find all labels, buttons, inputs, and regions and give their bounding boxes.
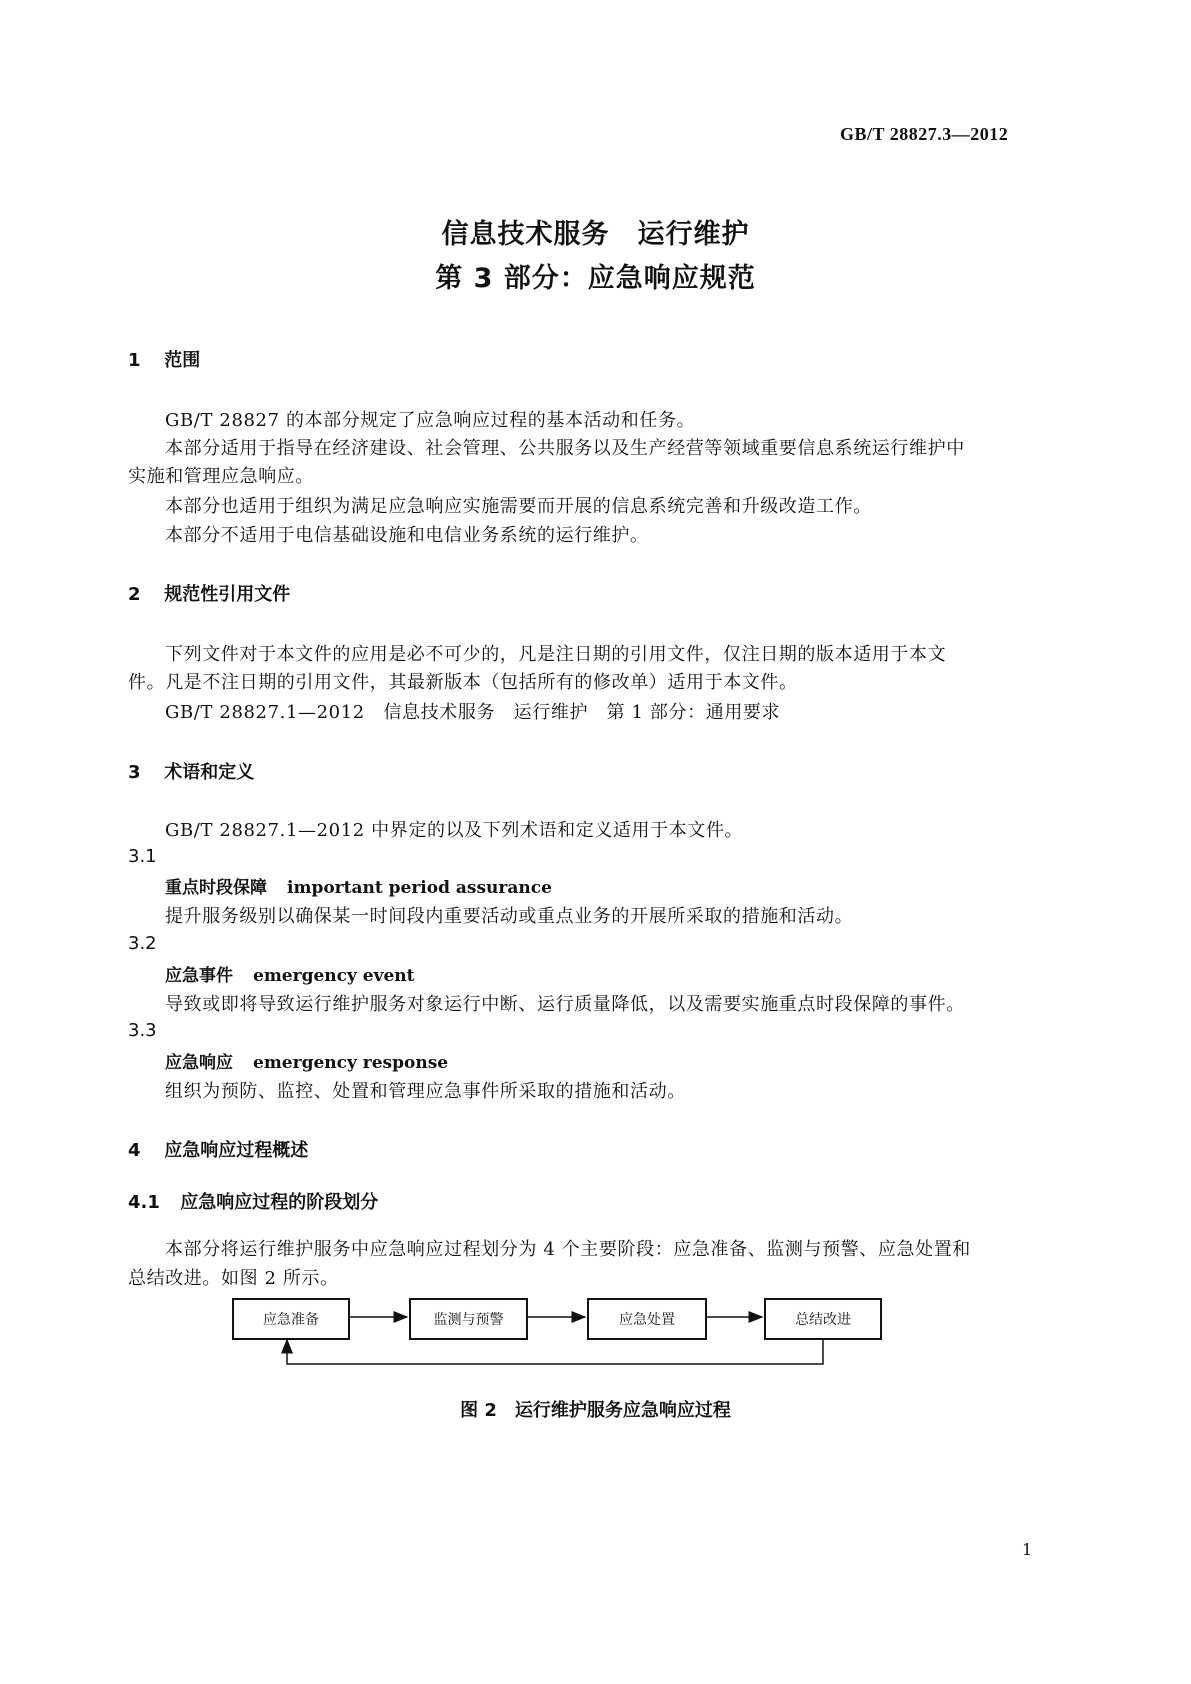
paragraph-continuation: 实施和管理应急响应。 <box>128 466 314 487</box>
figure-caption: 图 2 运行维护服务应急响应过程 <box>460 1400 731 1421</box>
term-english: important period assurance <box>287 878 552 898</box>
paragraph: 本部分适用于指导在经济建设、社会管理、公共服务以及生产经营等领域重要信息系统运行维护中 <box>165 438 965 459</box>
subsection-title: 应急响应过程的阶段划分 <box>180 1192 379 1213</box>
term-definition: 提升服务级别以确保某一时间段内重要活动或重点业务的开展所采取的措施和活动。 <box>165 906 854 927</box>
term-english: emergency response <box>253 1053 449 1073</box>
section-number: 3 <box>128 762 141 783</box>
paragraph: 下列文件对于本文件的应用是必不可少的，凡是注日期的引用文件，仅注日期的版本适用于本文 <box>165 644 947 665</box>
section-title: 范围 <box>164 350 201 371</box>
term-chinese: 应急响应 <box>165 1053 233 1073</box>
document-title-line-1: 信息技术服务 运行维护 <box>441 219 750 250</box>
term-definition: 组织为预防、监控、处置和管理应急事件所采取的措施和活动。 <box>165 1081 686 1102</box>
stage-monitoring-and-warning: 监测与预警 <box>409 1298 528 1340</box>
paragraph-continuation: 总结改进。如图 2 所示。 <box>128 1268 339 1289</box>
term-definition: 导致或即将导致运行维护服务对象运行中断、运行质量降低，以及需要实施重点时段保障的事件。 <box>165 994 965 1015</box>
paragraph: GB/T 28827.1—2012 中界定的以及下列术语和定义适用于本文件。 <box>165 820 744 841</box>
term-number: 3.1 <box>128 846 157 867</box>
section-number: 2 <box>128 584 141 605</box>
paragraph: 本部分不适用于电信基础设施和电信业务系统的运行维护。 <box>165 525 649 546</box>
document-title-line-2: 第 3 部分：应急响应规范 <box>435 263 756 294</box>
normative-reference: GB/T 28827.1—2012 信息技术服务 运行维护 第 1 部分：通用要求 <box>165 702 781 723</box>
term-number: 3.3 <box>128 1020 157 1041</box>
term-english: emergency event <box>253 966 415 986</box>
paragraph: GB/T 28827 的本部分规定了应急响应过程的基本活动和任务。 <box>165 410 696 431</box>
stage-summary-improvement: 总结改进 <box>764 1298 882 1340</box>
term-number: 3.2 <box>128 933 157 954</box>
section-title: 规范性引用文件 <box>164 584 291 605</box>
section-number: 4 <box>128 1140 141 1161</box>
term-chinese: 应急事件 <box>165 966 233 986</box>
section-title: 术语和定义 <box>164 762 255 783</box>
stage-emergency-preparation: 应急准备 <box>232 1298 350 1340</box>
page-number: 1 <box>1022 1540 1033 1559</box>
section-title: 应急响应过程概述 <box>164 1140 309 1161</box>
feedback-loop-arrow <box>287 1338 823 1364</box>
paragraph: 本部分也适用于组织为满足应急响应实施需要而开展的信息系统完善和升级改造工作。 <box>165 496 872 517</box>
stage-emergency-handling: 应急处置 <box>587 1298 707 1340</box>
subsection-number: 4.1 <box>128 1192 160 1213</box>
paragraph-continuation: 件。凡是不注日期的引用文件，其最新版本（包括所有的修改单）适用于本文件。 <box>128 672 798 693</box>
standard-number: GB/T 28827.3—2012 <box>840 124 1009 144</box>
section-number: 1 <box>128 350 141 371</box>
paragraph: 本部分将运行维护服务中应急响应过程划分为 4 个主要阶段：应急准备、监测与预警、应急处置和 <box>165 1239 971 1260</box>
term-chinese: 重点时段保障 <box>165 878 267 898</box>
